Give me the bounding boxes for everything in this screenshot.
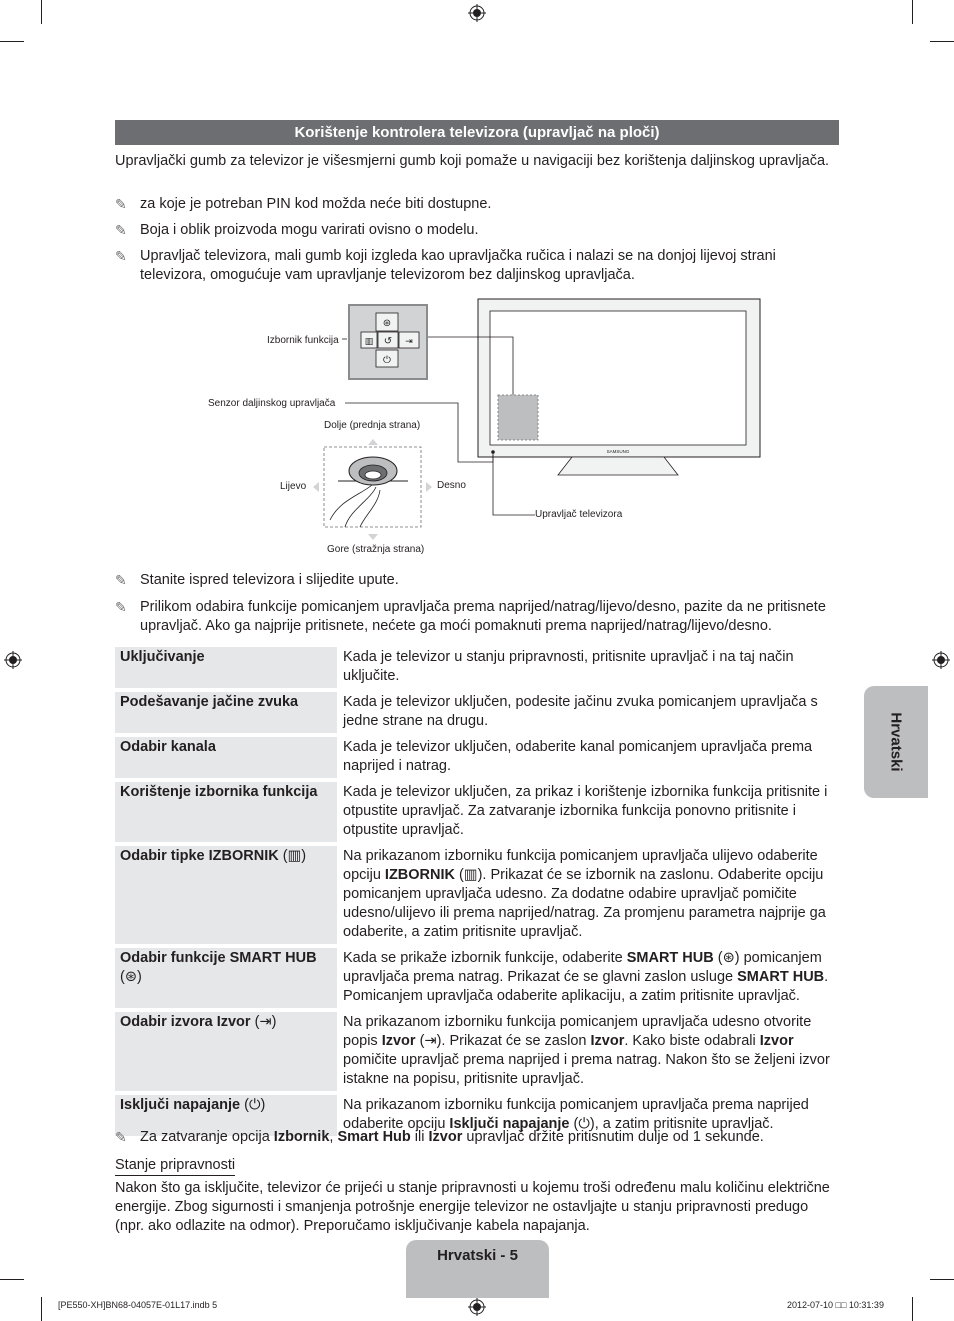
- desc-text: Kada se prikaže izbornik funkcije, odaberite: [343, 950, 627, 966]
- intro-paragraph: Upravljački gumb za televizor je višesmjerni gumb koji pomaže u navigaciji bez korištenja daljinskog upravljača.: [115, 153, 830, 169]
- registration-mark-icon: [468, 1298, 486, 1316]
- paren: (: [244, 1097, 249, 1113]
- pencil-icon: ✎: [115, 248, 127, 264]
- label-up: Gore (stražnja strana): [327, 544, 425, 555]
- crop-mark: [930, 1279, 954, 1280]
- desc-text: Na prikazanom izborniku funkcija pomicanjem upravljača prema naprijed odaberite opciju: [343, 1097, 809, 1132]
- svg-text:⇥: ⇥: [405, 336, 413, 346]
- registration-mark-icon: [932, 651, 950, 669]
- desc-text: Na prikazanom izborniku funkcija pomicanjem upravljača ulijevo odaberite opciju: [343, 848, 818, 883]
- label-function-menu: Izbornik funkcija: [267, 335, 339, 346]
- function-description: Kada je televizor uključen, za prikaz i korištenje izbornika funkcija pritisnite i otpustite upravljač. Za zatvaranje izbornika funkcija ponovno pritisnite i otpustite upravljač.: [343, 784, 828, 838]
- paren: (: [717, 950, 723, 966]
- controller-diagram: [200, 295, 800, 565]
- table-row: [115, 948, 839, 1008]
- note-item: [115, 195, 845, 214]
- label-suffix: ): [260, 1097, 266, 1113]
- menu-icon: ▥: [463, 867, 478, 883]
- standby-paragraph: Nakon što ga isključite, televizor će prijeći u stanje pripravnosti u kojemu troši određenu malu količinu električne energije. Zbog sigurnosti i smanjenja potrošnje energije televizor ne ostavljajte u stanju pripravnosti predugo (npr. ako odlazite na odmor). Preporučamo isključivanje kabela napajanja.: [115, 1180, 830, 1234]
- function-description: [337, 948, 839, 1008]
- note-item: [115, 247, 845, 285]
- page-label: Hrvatski - 5: [437, 1247, 518, 1264]
- desc-bold: Izvor: [381, 1033, 416, 1049]
- svg-text:⊛: ⊛: [382, 318, 392, 329]
- table-row: [115, 1012, 839, 1091]
- function-label: Uključivanje: [115, 647, 337, 688]
- table-row: [115, 737, 839, 778]
- desc-text: pomičite upravljač prema naprijed i prema natrag. Nakon što se željeni izvor istakne na popisu, pritisnite upravljač.: [343, 1052, 830, 1087]
- desc-bold: Isključi napajanje: [449, 1116, 570, 1132]
- note-text: ,: [329, 1129, 338, 1145]
- label-down: Dolje (prednja strana): [324, 420, 421, 431]
- table-row: [115, 846, 839, 944]
- desc-text: ) pomicanjem upravljača prema natrag. Prikazat će se glavni zaslon usluge: [343, 950, 822, 985]
- function-label: Odabir kanala: [115, 737, 337, 778]
- svg-text:↺: ↺: [383, 336, 393, 347]
- function-description: Kada je televizor u stanju pripravnosti, pritisnite upravljač i na taj način uključite.: [343, 649, 794, 684]
- power-icon: ⏻: [578, 1116, 590, 1132]
- desc-bold: Izvor: [590, 1033, 625, 1049]
- label-text: Odabir funkcije SMART HUB: [120, 950, 317, 966]
- side-tab-label: Hrvatski: [887, 712, 905, 772]
- label-text: Isključi napajanje: [120, 1097, 241, 1113]
- label-text: Odabir izvora Izvor: [120, 1014, 251, 1030]
- note-item: [115, 571, 845, 590]
- label-remote-sensor: Senzor daljinskog upravljača: [208, 398, 336, 409]
- desc-text: . Pomicanjem upravljača odaberite aplikaciju, a zatim pritisnite upravljač.: [343, 969, 829, 1004]
- note-text: Za zatvaranje opcija: [140, 1129, 274, 1145]
- crop-mark: [0, 41, 24, 42]
- note-text: Stanite ispred televizora i slijedite upute.: [140, 572, 399, 588]
- function-label: Podešavanje jačine zvuka: [115, 692, 337, 733]
- label-suffix: ): [301, 848, 307, 864]
- crop-mark: [912, 1297, 913, 1321]
- tv-brand-logo: SAMSUNG: [606, 449, 630, 454]
- label-suffix: ): [271, 1014, 277, 1030]
- paren: (: [120, 969, 125, 985]
- table-row: [115, 692, 839, 733]
- crop-mark: [0, 1279, 24, 1280]
- label-text: Odabir tipke IZBORNIK: [120, 848, 279, 864]
- note-item: [115, 221, 845, 240]
- menu-icon: ▥: [287, 848, 302, 864]
- function-menu-panel: [348, 304, 428, 380]
- source-icon: ⇥: [259, 1014, 272, 1030]
- note-bold: Smart Hub: [337, 1129, 411, 1145]
- standby-heading: Stanje pripravnosti: [115, 1156, 235, 1176]
- section-title: Korištenje kontrolera televizora (upravljač na ploči): [115, 120, 839, 145]
- power-icon: ⏻: [248, 1097, 261, 1113]
- paren: (: [254, 1014, 260, 1030]
- desc-text: ). Prikazat će se izbornik na zaslonu. Odaberite opciju pomicanjem upravljača udesno. Za dodatne odabire upravljač pomičite udesno/ulijevo ili prema naprijed/natrag. Za promjenu parametra najprije ga odaberite, a zatim pritisnite upravljač.: [343, 867, 826, 940]
- crop-mark: [41, 0, 42, 24]
- label-left: Lijevo: [280, 481, 307, 492]
- registration-mark-icon: [468, 4, 486, 22]
- page-number-tab: [406, 1240, 549, 1298]
- note-text: Boja i oblik proizvoda mogu varirati ovisno o modelu.: [140, 222, 479, 238]
- table-row: [115, 647, 839, 688]
- source-icon: ⇥: [424, 1033, 437, 1049]
- desc-bold: IZBORNIK: [384, 867, 456, 883]
- footer-date: 2012-07-10 □□ 10:31:39: [787, 1300, 884, 1310]
- desc-text: ). Prikazat će se zaslon: [436, 1033, 591, 1049]
- language-side-tab: [864, 686, 928, 798]
- smart-hub-icon: ⊛: [124, 969, 137, 985]
- desc-bold: SMART HUB: [737, 969, 825, 985]
- pencil-icon: ✎: [115, 196, 127, 212]
- function-label: [115, 1012, 337, 1091]
- desc-text: . Kako biste odabrali: [624, 1033, 760, 1049]
- table-row: [115, 782, 839, 842]
- crop-mark: [41, 1297, 42, 1321]
- svg-text:▥: ▥: [364, 336, 374, 346]
- crop-mark: [912, 0, 913, 24]
- desc-text: Na prikazanom izborniku funkcija pomicanjem upravljača udesno otvorite popis: [343, 1014, 812, 1049]
- paren: (: [282, 848, 288, 864]
- note-bold: Izbornik: [273, 1129, 330, 1145]
- footer-file: [PE550-XH]BN68-04057E-01L17.indb 5: [58, 1300, 218, 1310]
- function-table: [115, 643, 839, 1140]
- note-item: [115, 1128, 845, 1147]
- note-bold: Izvor: [428, 1129, 463, 1145]
- desc-bold: Izvor: [759, 1033, 794, 1049]
- pencil-icon: ✎: [115, 599, 127, 615]
- function-description: [337, 846, 839, 944]
- paren: (: [573, 1116, 579, 1132]
- pencil-icon: ✎: [115, 222, 127, 238]
- function-description: [337, 1012, 839, 1091]
- desc-bold: SMART HUB: [626, 950, 714, 966]
- label-controller: Upravljač televizora: [535, 509, 623, 520]
- paren: (: [459, 867, 464, 883]
- note-text: za koje je potreban PIN kod možda neće biti dostupne.: [140, 196, 492, 212]
- note-text: Upravljač televizora, mali gumb koji izgleda kao upravljačka ručica i nalazi se na donjoj lijevoj strani televizora, omogućuje vam upravljanje televizorom bez daljinskog upravljača.: [140, 248, 776, 283]
- pencil-icon: ✎: [115, 572, 127, 588]
- note-text: Prilikom odabira funkcije pomicanjem upravljača prema naprijed/natrag/lijevo/desno, pazite da ne pritisnete upravljač. Ako ga najprije pritisnete, nećete ga moći pomaknuti prema naprijed/natrag/lijevo/desno.: [140, 599, 826, 634]
- note-text: upravljač držite pritisnutim dulje od 1 sekunde.: [462, 1129, 764, 1145]
- label-right: Desno: [437, 480, 466, 491]
- crop-mark: [930, 41, 954, 42]
- function-label: [115, 846, 337, 944]
- pencil-icon: ✎: [115, 1129, 127, 1145]
- note-text: ili: [410, 1129, 429, 1145]
- function-description: Kada je televizor uključen, podesite jačinu zvuka pomicanjem upravljača s jedne strane na drugu.: [343, 694, 818, 729]
- function-label: [115, 948, 337, 1008]
- function-label: Korištenje izbornika funkcija: [115, 782, 337, 842]
- label-suffix: ): [137, 969, 142, 985]
- svg-text:⏻: ⏻: [383, 355, 391, 366]
- joystick-illustration: [313, 439, 432, 540]
- registration-mark-icon: [4, 651, 22, 669]
- desc-text: ), a zatim pritisnite upravljač.: [589, 1116, 774, 1132]
- function-description: Kada je televizor uključen, odaberite kanal pomicanjem upravljača prema naprijed i natrag.: [343, 739, 813, 774]
- paren: (: [419, 1033, 425, 1049]
- note-item: [115, 598, 845, 636]
- smart-hub-icon: ⊛: [722, 950, 735, 966]
